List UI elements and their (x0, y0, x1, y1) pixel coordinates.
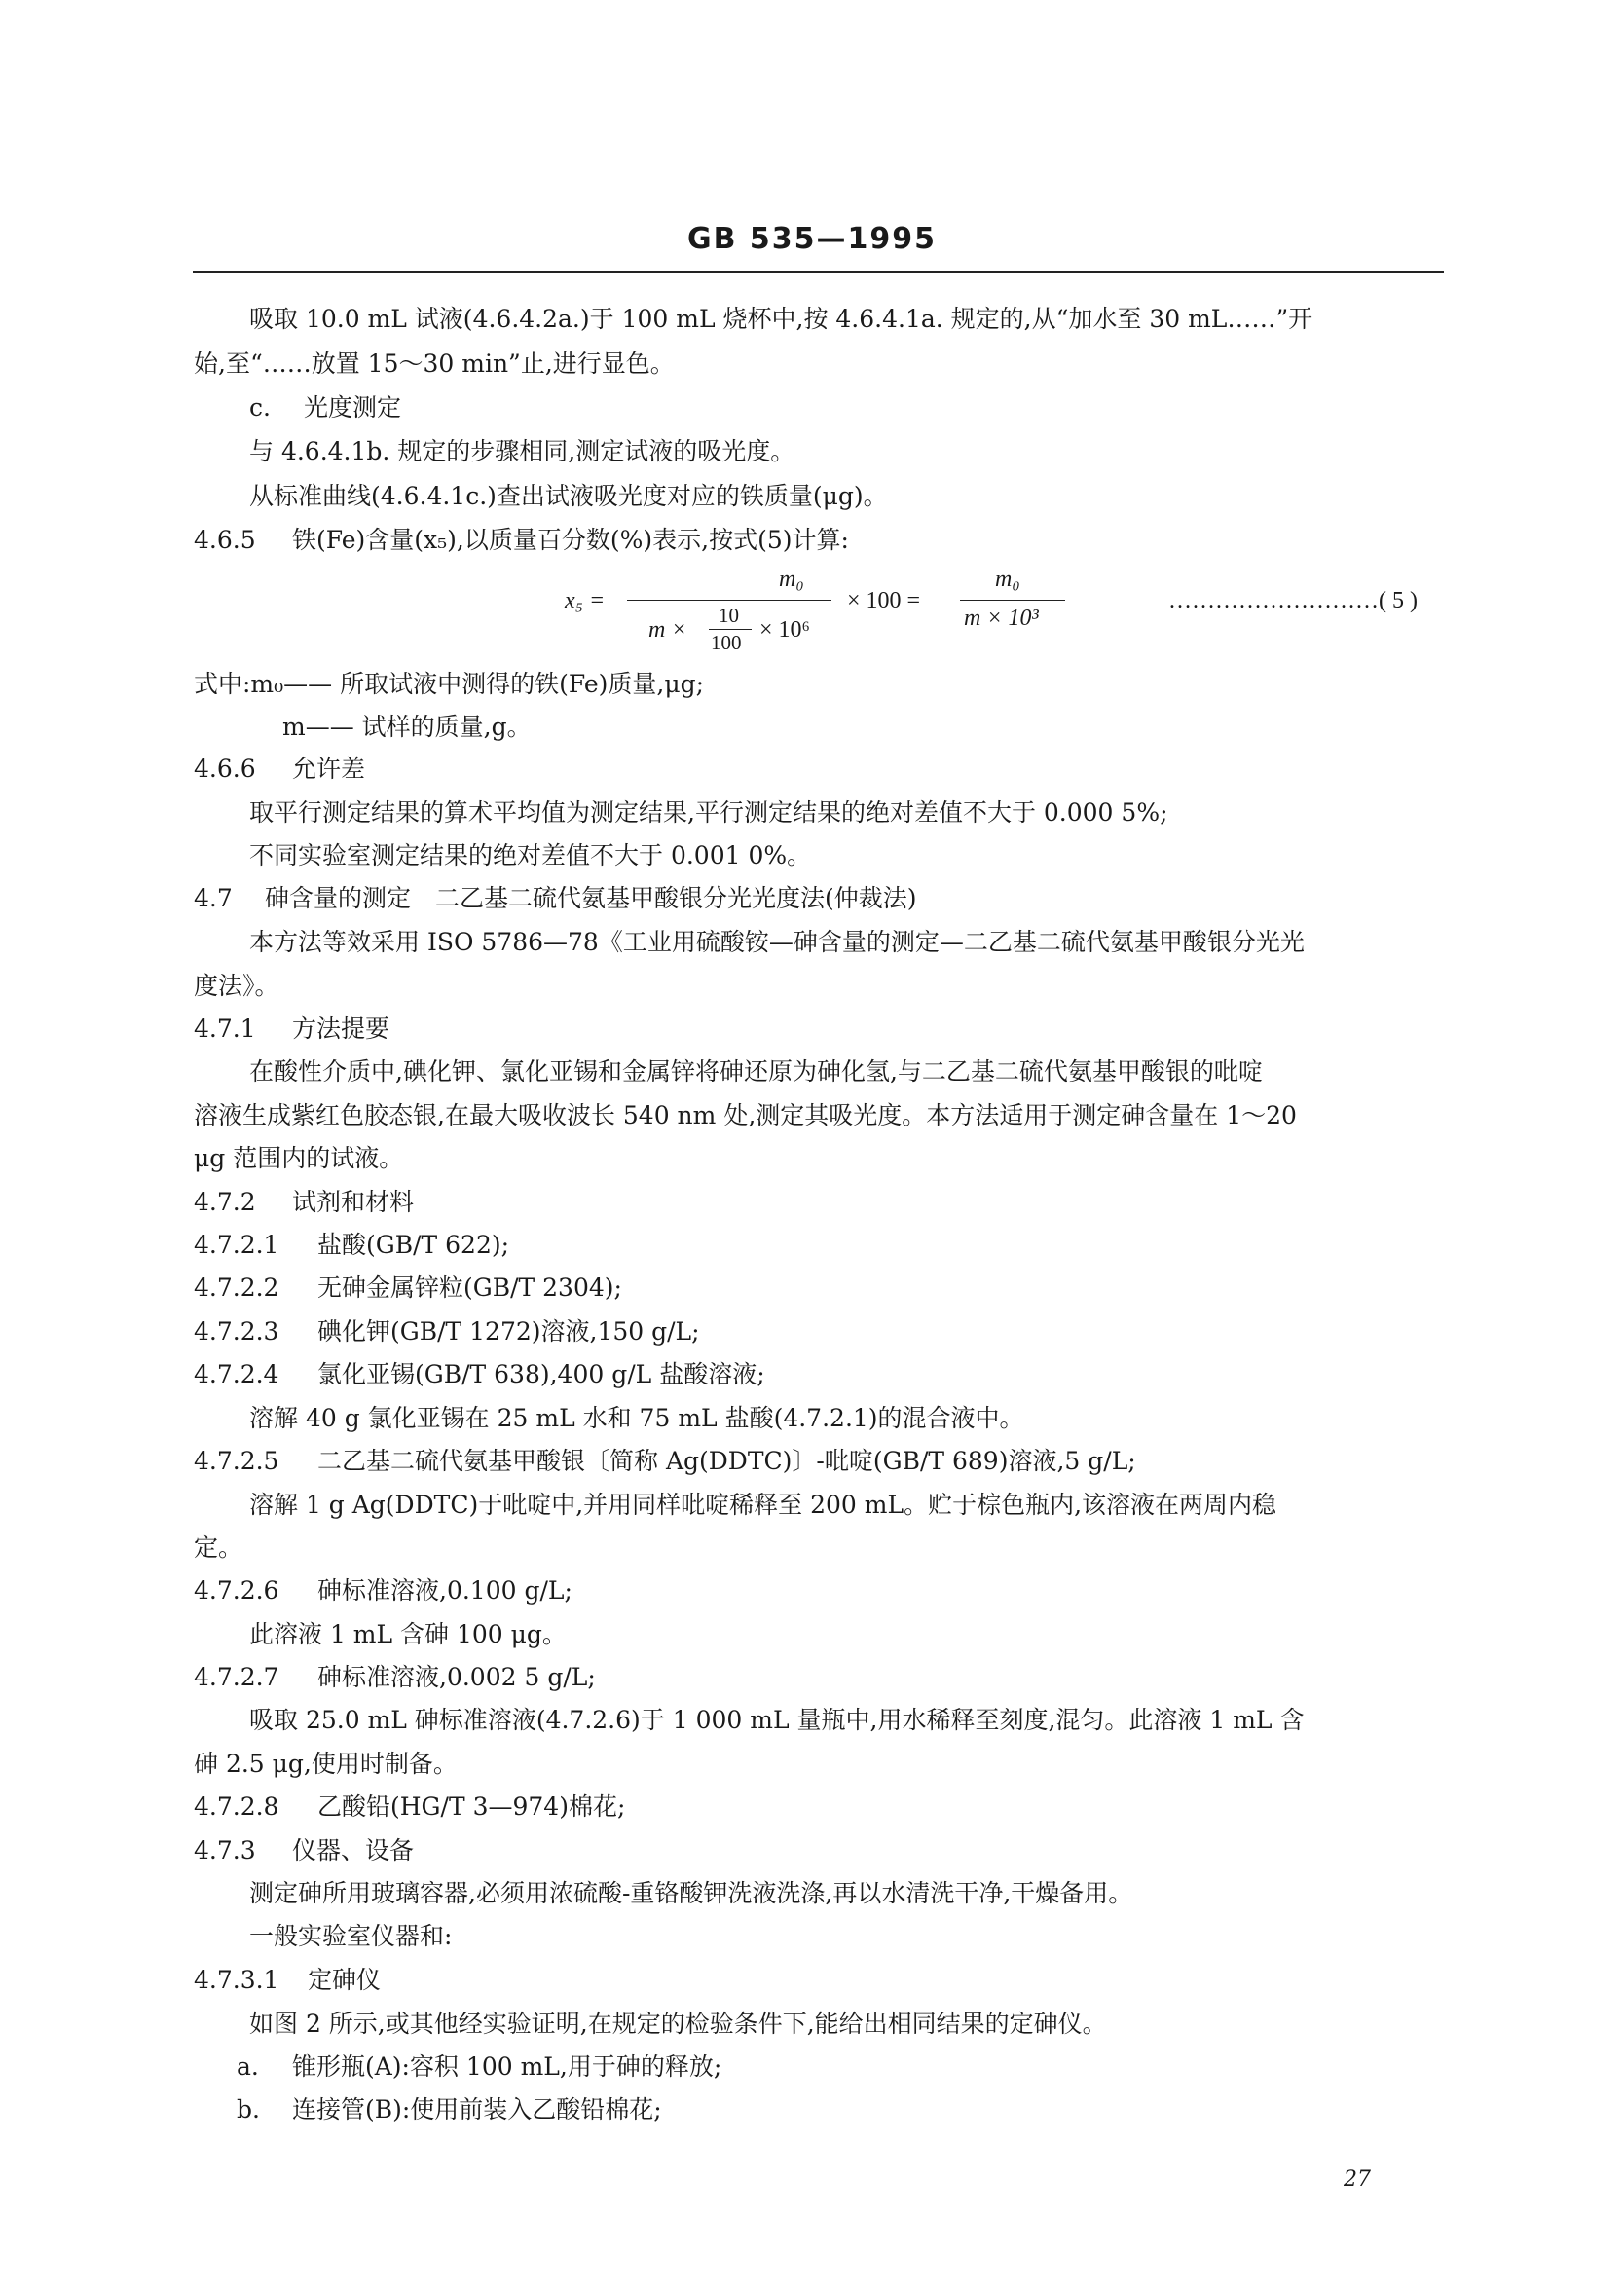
list-text: 锥形瓶(A):容积 100 mL,用于砷的释放; (292, 2052, 722, 2081)
paragraph-line: 此溶液 1 mL 含砷 100 μg。 (249, 1620, 567, 1648)
paragraph-line: 吸取 25.0 mL 砷标准溶液(4.7.2.6)于 1 000 mL 量瓶中,用水稀释至刻度,混匀。此溶液 1 mL 含 (249, 1706, 1305, 1734)
section-number: 4.7.2.6 (194, 1576, 279, 1605)
formula-middle: × 100 = (847, 588, 921, 613)
paragraph-line: 从标准曲线(4.6.4.1c.)查出试液吸光度对应的铁质量(μg)。 (249, 482, 888, 510)
paragraph-line: 在酸性介质中,碘化钾、氯化亚锡和金属锌将砷还原为砷化氢,与二乙基二硫代氨基甲酸银的吡啶 (249, 1057, 1263, 1086)
formula-numerator-2: m₀ (995, 567, 1020, 592)
section-title: 允许差 (292, 755, 366, 783)
section-text: 碘化钾(GB/T 1272)溶液,150 g/L; (317, 1317, 700, 1346)
section-number: 4.7.3.1 (194, 1966, 279, 1994)
paragraph-line: 一般实验室仪器和: (249, 1922, 453, 1950)
document-header: GB 535—1995 (686, 222, 938, 256)
fraction-bar-2 (960, 600, 1065, 601)
section-title: 仪器、设备 (292, 1836, 415, 1864)
formula-denominator-2: m × 10³ (964, 606, 1039, 631)
section-number: 4.7.2.2 (194, 1274, 279, 1302)
section-number: 4.7.2.8 (194, 1792, 279, 1821)
formula-lhs: x₅ = (565, 588, 606, 613)
page-number: 27 (1344, 2167, 1371, 2192)
list-label: a. (237, 2052, 259, 2081)
section-number: 4.6.6 (194, 755, 256, 783)
section-number: 4.7.2.3 (194, 1317, 279, 1346)
section-number: 4.7.2.7 (194, 1663, 279, 1691)
paragraph-line: 如图 2 所示,或其他经实验证明,在规定的检验条件下,能给出相同结果的定砷仪。 (249, 2010, 1107, 2038)
section-number: 4.7.3 (194, 1836, 256, 1864)
section-text: 氯化亚锡(GB/T 638),400 g/L 盐酸溶液; (317, 1360, 765, 1388)
section-number: 4.7 (194, 884, 233, 912)
formula-5 (565, 567, 1460, 654)
list-text: 连接管(B):使用前装入乙酸铅棉花; (292, 2095, 662, 2123)
section-number: 4.7.2 (194, 1188, 256, 1216)
paragraph-line: 本方法等效采用 ISO 5786—78《工业用硫酸铵—砷含量的测定—二乙基二硫代氨基甲酸银分光光 (249, 928, 1305, 956)
formula-numerator: m₀ (779, 567, 804, 592)
formula-denominator-a: m × (648, 617, 687, 643)
section-text: 铁(Fe)含量(x₅),以质量百分数(%)表示,按式(5)计算: (292, 526, 849, 554)
inner-fraction-bar (709, 629, 752, 630)
list-text: 光度测定 (304, 393, 402, 422)
section-title: 方法提要 (292, 1015, 390, 1043)
section-text: 无砷金属锌粒(GB/T 2304); (317, 1274, 622, 1302)
paragraph-line: 吸取 10.0 mL 试液(4.6.4.2a.)于 100 mL 烧杯中,按 4.6.4.1a. 规定的,从“加水至 30 mL……”开 (249, 305, 1313, 333)
formula-denominator-b: × 10⁶ (759, 617, 810, 643)
list-label: c. (249, 393, 271, 422)
paragraph-line: μg 范围内的试液。 (194, 1144, 404, 1172)
paragraph-line: 定。 (194, 1533, 243, 1562)
list-label: b. (237, 2095, 260, 2123)
paragraph-line: 始,至“……放置 15～30 min”止,进行显色。 (194, 350, 675, 378)
paragraph-line: 取平行测定结果的算术平均值为测定结果,平行测定结果的绝对差值不大于 0.000 5%; (249, 798, 1168, 827)
section-number: 4.7.2.1 (194, 1231, 279, 1259)
section-number: 4.7.2.5 (194, 1447, 279, 1475)
paragraph-line: 与 4.6.4.1b. 规定的步骤相同,测定试液的吸光度。 (249, 437, 795, 465)
paragraph-line: 溶液生成紫红色胶态银,在最大吸收波长 540 nm 处,测定其吸光度。本方法适用于测定砷含量在 1～20 (194, 1101, 1297, 1129)
fraction-bar (627, 600, 831, 601)
paragraph-line: 不同实验室测定结果的绝对差值不大于 0.001 0%。 (249, 841, 812, 869)
paragraph-line: 度法》。 (194, 972, 279, 1000)
section-number: 4.7.2.4 (194, 1360, 279, 1388)
paragraph-line: 溶解 1 g Ag(DDTC)于吡啶中,并用同样吡啶稀释至 200 mL。贮于棕色瓶内,该溶液在两周内稳 (249, 1491, 1277, 1519)
section-text: 二乙基二硫代氨基甲酸银〔简称 Ag(DDTC)〕-吡啶(GB/T 689)溶液,5 g/L; (317, 1447, 1136, 1475)
paragraph-line: 测定砷所用玻璃容器,必须用浓硫酸-重铬酸钾洗液洗涤,再以水清洗干净,干燥备用。 (249, 1879, 1133, 1907)
section-text: 砷标准溶液,0.002 5 g/L; (317, 1663, 596, 1691)
section-number: 4.7.1 (194, 1015, 256, 1043)
section-text: 乙酸铅(HG/T 3—974)棉花; (317, 1792, 626, 1821)
section-title: 砷含量的测定 二乙基二硫代氨基甲酸银分光光度法(仲裁法) (265, 884, 917, 912)
section-title: 试剂和材料 (292, 1188, 415, 1216)
where-line: 式中:m₀—— 所取试液中测得的铁(Fe)质量,μg; (194, 670, 705, 698)
header-rule (193, 271, 1444, 273)
paragraph-line: 砷 2.5 μg,使用时制备。 (194, 1750, 458, 1778)
where-line: m—— 试样的质量,g。 (282, 713, 532, 741)
formula-inner-den: 100 (711, 631, 742, 654)
section-text: 盐酸(GB/T 622); (317, 1231, 510, 1259)
equation-number: ………………………( 5 ) (1168, 588, 1418, 613)
section-number: 4.6.5 (194, 526, 256, 554)
paragraph-line: 溶解 40 g 氯化亚锡在 25 mL 水和 75 mL 盐酸(4.7.2.1)的混合液中。 (249, 1404, 1024, 1432)
section-text: 砷标准溶液,0.100 g/L; (317, 1576, 572, 1605)
section-title: 定砷仪 (308, 1966, 382, 1994)
formula-inner-num: 10 (719, 604, 739, 627)
